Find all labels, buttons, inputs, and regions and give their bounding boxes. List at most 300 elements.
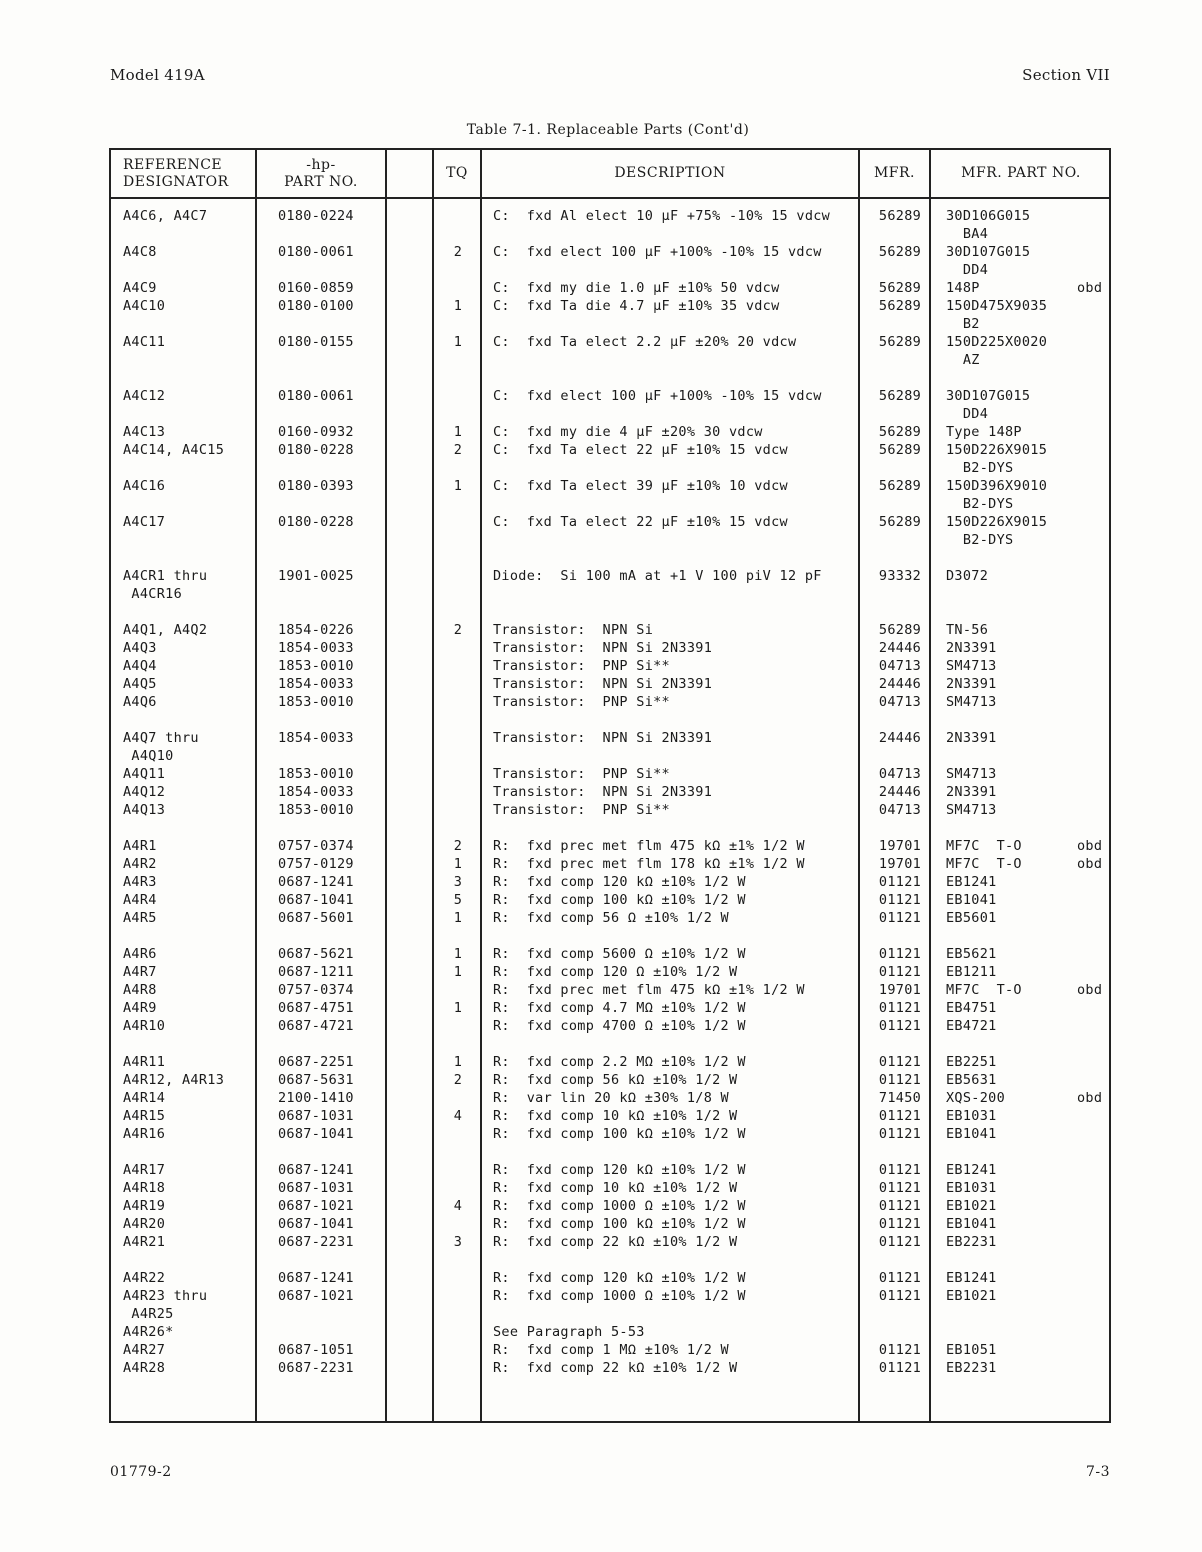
table-row bbox=[111, 747, 1109, 765]
cell-ref: A4C6, A4C7 bbox=[123, 208, 208, 224]
cell-tq: 4 bbox=[453, 1198, 463, 1214]
cell-mfr: 56289 bbox=[878, 334, 922, 350]
cell-mfr: 56289 bbox=[878, 622, 922, 638]
table-row bbox=[111, 261, 1109, 279]
cell-part: 1853-0010 bbox=[278, 694, 354, 710]
header-hp-part-no bbox=[257, 150, 385, 197]
cell-ref: A4Q13 bbox=[123, 802, 166, 818]
cell-note: obd bbox=[1077, 838, 1103, 854]
cell-tq: 1 bbox=[453, 424, 463, 440]
cell-mpn: SM4713 bbox=[946, 658, 997, 674]
cell-mfr: 04713 bbox=[878, 694, 922, 710]
cell-mpn: EB5621 bbox=[946, 946, 997, 962]
cell-part: 2100-1410 bbox=[278, 1090, 354, 1106]
cell-mpn: MF7C T-O bbox=[946, 838, 1022, 854]
cell-desc: Transistor: NPN Si 2N3391 bbox=[493, 676, 713, 692]
cell-part: 0180-0393 bbox=[278, 478, 354, 494]
cell-ref: A4R26* bbox=[123, 1324, 174, 1340]
cell-part: 0757-0129 bbox=[278, 856, 354, 872]
cell-mpn: 150D226X9015 bbox=[946, 514, 1048, 530]
table-row bbox=[111, 909, 1109, 927]
table-row bbox=[111, 207, 1109, 225]
cell-tq: 1 bbox=[453, 1000, 463, 1016]
cell-part: 1853-0010 bbox=[278, 802, 354, 818]
cell-mpn: B2-DYS bbox=[946, 496, 1014, 512]
table-row bbox=[111, 1287, 1109, 1305]
table-row bbox=[111, 873, 1109, 891]
cell-ref: A4Q11 bbox=[123, 766, 166, 782]
cell-desc: Transistor: NPN Si bbox=[493, 622, 654, 638]
cell-part: 1853-0010 bbox=[278, 658, 354, 674]
cell-part: 0687-1021 bbox=[278, 1288, 354, 1304]
table-row bbox=[111, 513, 1109, 531]
cell-part: 1901-0025 bbox=[278, 568, 354, 584]
table-row bbox=[111, 1107, 1109, 1125]
table-row bbox=[111, 369, 1109, 387]
cell-part: 0687-1041 bbox=[278, 892, 354, 908]
cell-mpn: DD4 bbox=[946, 262, 989, 278]
cell-mfr: 56289 bbox=[878, 442, 922, 458]
cell-ref: A4Q5 bbox=[123, 676, 157, 692]
cell-mfr: 01121 bbox=[878, 1288, 922, 1304]
cell-tq: 1 bbox=[453, 298, 463, 314]
cell-desc: R: fxd comp 1 MΩ ±10% 1/2 W bbox=[493, 1342, 729, 1358]
cell-mfr: 01121 bbox=[878, 1342, 922, 1358]
cell-part: 0687-1021 bbox=[278, 1198, 354, 1214]
cell-mfr: 56289 bbox=[878, 280, 922, 296]
table-row bbox=[111, 855, 1109, 873]
table-row bbox=[111, 1035, 1109, 1053]
cell-mfr: 01121 bbox=[878, 946, 922, 962]
cell-mfr: 01121 bbox=[878, 1072, 922, 1088]
cell-part: 0687-4721 bbox=[278, 1018, 354, 1034]
table-row bbox=[111, 1215, 1109, 1233]
cell-desc: C: fxd my die 1.0 µF ±10% 50 vdcw bbox=[493, 280, 780, 296]
table-row bbox=[111, 387, 1109, 405]
cell-mfr: 71450 bbox=[878, 1090, 922, 1106]
cell-mpn: BA4 bbox=[946, 226, 989, 242]
header-tq: TQ bbox=[446, 165, 468, 181]
table-row bbox=[111, 243, 1109, 261]
cell-mpn: B2-DYS bbox=[946, 460, 1014, 476]
table-row bbox=[111, 1125, 1109, 1143]
cell-mfr: 01121 bbox=[878, 1360, 922, 1376]
cell-mfr: 01121 bbox=[878, 1198, 922, 1214]
cell-tq: 1 bbox=[453, 334, 463, 350]
cell-mfr: 19701 bbox=[878, 838, 922, 854]
table-row bbox=[111, 999, 1109, 1017]
cell-mfr: 01121 bbox=[878, 1000, 922, 1016]
cell-part: 0180-0061 bbox=[278, 388, 354, 404]
table-row bbox=[111, 963, 1109, 981]
cell-ref: A4R16 bbox=[123, 1126, 166, 1142]
cell-desc: R: fxd comp 22 kΩ ±10% 1/2 W bbox=[493, 1360, 738, 1376]
cell-ref: A4R11 bbox=[123, 1054, 166, 1070]
cell-part: 0180-0228 bbox=[278, 514, 354, 530]
header-ref-line2: DESIGNATOR bbox=[123, 173, 229, 190]
cell-ref: A4C8 bbox=[123, 244, 157, 260]
cell-desc: R: fxd comp 100 kΩ ±10% 1/2 W bbox=[493, 1216, 746, 1232]
table-row bbox=[111, 783, 1109, 801]
cell-ref: A4Q6 bbox=[123, 694, 157, 710]
cell-part: 1853-0010 bbox=[278, 766, 354, 782]
cell-mpn: 30D106G015 bbox=[946, 208, 1031, 224]
cell-mpn: MF7C T-O bbox=[946, 856, 1022, 872]
cell-mpn: EB1211 bbox=[946, 964, 997, 980]
cell-desc: C: fxd Ta die 4.7 µF ±10% 35 vdcw bbox=[493, 298, 780, 314]
cell-ref: A4R17 bbox=[123, 1162, 166, 1178]
cell-ref: A4Q3 bbox=[123, 640, 157, 656]
cell-mpn: EB4751 bbox=[946, 1000, 997, 1016]
cell-ref: A4C13 bbox=[123, 424, 166, 440]
table-row bbox=[111, 693, 1109, 711]
table-row bbox=[111, 801, 1109, 819]
cell-mpn: 150D225X0020 bbox=[946, 334, 1048, 350]
cell-ref: A4R12, A4R13 bbox=[123, 1072, 225, 1088]
cell-mpn: EB1021 bbox=[946, 1198, 997, 1214]
table-row bbox=[111, 1269, 1109, 1287]
cell-desc: R: fxd comp 10 kΩ ±10% 1/2 W bbox=[493, 1180, 738, 1196]
cell-ref: A4C9 bbox=[123, 280, 157, 296]
cell-mfr: 24446 bbox=[878, 730, 922, 746]
cell-mpn: EB2251 bbox=[946, 1054, 997, 1070]
cell-tq: 2 bbox=[453, 622, 463, 638]
cell-part: 0687-1041 bbox=[278, 1216, 354, 1232]
table-row bbox=[111, 1017, 1109, 1035]
table-row bbox=[111, 1197, 1109, 1215]
cell-mfr: 56289 bbox=[878, 478, 922, 494]
cell-part: 0180-0224 bbox=[278, 208, 354, 224]
cell-ref: A4R1 bbox=[123, 838, 157, 854]
cell-mpn: MF7C T-O bbox=[946, 982, 1022, 998]
cell-mpn: 2N3391 bbox=[946, 784, 997, 800]
cell-mpn: EB1241 bbox=[946, 1270, 997, 1286]
cell-mpn: 148P bbox=[946, 280, 980, 296]
header-ref-line1: REFERENCE bbox=[123, 156, 223, 173]
cell-mpn: 150D226X9015 bbox=[946, 442, 1048, 458]
table-row bbox=[111, 765, 1109, 783]
cell-ref: A4R5 bbox=[123, 910, 157, 926]
cell-desc: R: fxd comp 100 kΩ ±10% 1/2 W bbox=[493, 1126, 746, 1142]
table-row bbox=[111, 1251, 1109, 1269]
cell-part: 0687-1041 bbox=[278, 1126, 354, 1142]
table-caption: Table 7-1. Replaceable Parts (Cont'd) bbox=[466, 122, 750, 138]
cell-mfr: 04713 bbox=[878, 802, 922, 818]
cell-part: 1854-0033 bbox=[278, 640, 354, 656]
cell-mpn: SM4713 bbox=[946, 802, 997, 818]
cell-part: 1854-0033 bbox=[278, 730, 354, 746]
table-row bbox=[111, 1233, 1109, 1251]
cell-ref: A4R19 bbox=[123, 1198, 166, 1214]
cell-note: obd bbox=[1077, 1090, 1103, 1106]
cell-tq: 1 bbox=[453, 910, 463, 926]
table-row bbox=[111, 927, 1109, 945]
cell-tq: 3 bbox=[453, 1234, 463, 1250]
cell-part: 1854-0226 bbox=[278, 622, 354, 638]
header-part-line2: PART NO. bbox=[284, 173, 358, 190]
cell-mfr: 01121 bbox=[878, 1054, 922, 1070]
cell-mpn: EB5631 bbox=[946, 1072, 997, 1088]
cell-ref: A4R28 bbox=[123, 1360, 166, 1376]
cell-note: obd bbox=[1077, 280, 1103, 296]
header-mfr-part-no: MFR. PART NO. bbox=[961, 165, 1081, 181]
cell-part: 0687-1031 bbox=[278, 1108, 354, 1124]
document-number: 01779-2 bbox=[110, 1464, 172, 1480]
cell-mpn: 150D475X9035 bbox=[946, 298, 1048, 314]
cell-desc: C: fxd my die 4 µF ±20% 30 vdcw bbox=[493, 424, 763, 440]
cell-mfr: 01121 bbox=[878, 1018, 922, 1034]
table-row bbox=[111, 477, 1109, 495]
cell-mpn: 2N3391 bbox=[946, 640, 997, 656]
cell-part: 0160-0859 bbox=[278, 280, 354, 296]
cell-mpn: 30D107G015 bbox=[946, 388, 1031, 404]
cell-tq: 2 bbox=[453, 838, 463, 854]
cell-ref: A4Q10 bbox=[123, 748, 174, 764]
cell-tq: 5 bbox=[453, 892, 463, 908]
cell-desc: R: var lin 20 kΩ ±30% 1/8 W bbox=[493, 1090, 729, 1106]
cell-ref: A4Q12 bbox=[123, 784, 166, 800]
cell-mpn: EB1041 bbox=[946, 1126, 997, 1142]
cell-ref: A4Q1, A4Q2 bbox=[123, 622, 208, 638]
cell-desc: C: fxd elect 100 µF +100% -10% 15 vdcw bbox=[493, 388, 822, 404]
table-body bbox=[111, 207, 1109, 1377]
cell-mfr: 56289 bbox=[878, 514, 922, 530]
header-part-line1: -hp- bbox=[306, 156, 336, 173]
cell-desc: C: fxd elect 100 µF +100% -10% 15 vdcw bbox=[493, 244, 822, 260]
table-row bbox=[111, 711, 1109, 729]
cell-desc: R: fxd comp 120 kΩ ±10% 1/2 W bbox=[493, 874, 746, 890]
cell-desc: Transistor: PNP Si** bbox=[493, 658, 670, 674]
cell-desc: Transistor: NPN Si 2N3391 bbox=[493, 784, 713, 800]
cell-part: 0160-0932 bbox=[278, 424, 354, 440]
cell-ref: A4R4 bbox=[123, 892, 157, 908]
cell-mpn: EB2231 bbox=[946, 1360, 997, 1376]
table-row bbox=[111, 675, 1109, 693]
cell-mpn: EB1031 bbox=[946, 1108, 997, 1124]
cell-tq: 1 bbox=[453, 946, 463, 962]
cell-mpn: DD4 bbox=[946, 406, 989, 422]
table-row bbox=[111, 729, 1109, 747]
cell-mfr: 04713 bbox=[878, 766, 922, 782]
cell-part: 0757-0374 bbox=[278, 838, 354, 854]
cell-ref: A4Q4 bbox=[123, 658, 157, 674]
cell-desc: R: fxd comp 1000 Ω ±10% 1/2 W bbox=[493, 1198, 746, 1214]
cell-tq: 1 bbox=[453, 1054, 463, 1070]
cell-part: 0180-0061 bbox=[278, 244, 354, 260]
cell-desc: R: fxd prec met flm 475 kΩ ±1% 1/2 W bbox=[493, 838, 805, 854]
cell-tq: 2 bbox=[453, 244, 463, 260]
cell-ref: A4R21 bbox=[123, 1234, 166, 1250]
table-row bbox=[111, 1305, 1109, 1323]
cell-tq: 2 bbox=[453, 442, 463, 458]
cell-desc: R: fxd comp 120 Ω ±10% 1/2 W bbox=[493, 964, 738, 980]
cell-desc: R: fxd comp 56 Ω ±10% 1/2 W bbox=[493, 910, 729, 926]
table-row bbox=[111, 945, 1109, 963]
cell-part: 0687-2251 bbox=[278, 1054, 354, 1070]
cell-mfr: 01121 bbox=[878, 1162, 922, 1178]
cell-mfr: 01121 bbox=[878, 1108, 922, 1124]
header-divider bbox=[111, 197, 1109, 199]
cell-mfr: 56289 bbox=[878, 388, 922, 404]
cell-mfr: 56289 bbox=[878, 298, 922, 314]
cell-tq: 3 bbox=[453, 874, 463, 890]
cell-desc: R: fxd comp 1000 Ω ±10% 1/2 W bbox=[493, 1288, 746, 1304]
table-row bbox=[111, 531, 1109, 549]
cell-part: 0687-5601 bbox=[278, 910, 354, 926]
cell-tq: 4 bbox=[453, 1108, 463, 1124]
cell-tq: 1 bbox=[453, 964, 463, 980]
table-row bbox=[111, 1179, 1109, 1197]
cell-ref: A4CR1 thru bbox=[123, 568, 208, 584]
cell-ref: A4R3 bbox=[123, 874, 157, 890]
cell-ref: A4R23 thru bbox=[123, 1288, 208, 1304]
cell-desc: R: fxd prec met flm 178 kΩ ±1% 1/2 W bbox=[493, 856, 805, 872]
cell-desc: Diode: Si 100 mA at +1 V 100 piV 12 pF bbox=[493, 568, 822, 584]
cell-mfr: 01121 bbox=[878, 1180, 922, 1196]
cell-tq: 2 bbox=[453, 1072, 463, 1088]
table-row bbox=[111, 621, 1109, 639]
cell-ref: A4R6 bbox=[123, 946, 157, 962]
cell-ref: A4C12 bbox=[123, 388, 166, 404]
table-row bbox=[111, 441, 1109, 459]
cell-part: 0687-4751 bbox=[278, 1000, 354, 1016]
table-row bbox=[111, 1359, 1109, 1377]
cell-mfr: 01121 bbox=[878, 1234, 922, 1250]
cell-ref: A4CR16 bbox=[123, 586, 182, 602]
cell-mpn: D3072 bbox=[946, 568, 989, 584]
cell-desc: Transistor: PNP Si** bbox=[493, 766, 670, 782]
cell-ref: A4C17 bbox=[123, 514, 166, 530]
cell-desc: C: fxd Ta elect 39 µF ±10% 10 vdcw bbox=[493, 478, 788, 494]
table-row bbox=[111, 1161, 1109, 1179]
header-mfr: MFR. bbox=[873, 165, 916, 181]
cell-mfr: 04713 bbox=[878, 658, 922, 674]
cell-desc: C: fxd Ta elect 22 µF ±10% 15 vdcw bbox=[493, 514, 788, 530]
cell-mpn: EB1041 bbox=[946, 892, 997, 908]
cell-mfr: 01121 bbox=[878, 1270, 922, 1286]
cell-ref: A4R20 bbox=[123, 1216, 166, 1232]
cell-desc: C: fxd Ta elect 2.2 µF ±20% 20 vdcw bbox=[493, 334, 797, 350]
cell-mfr: 01121 bbox=[878, 892, 922, 908]
table-row bbox=[111, 351, 1109, 369]
table-row bbox=[111, 1071, 1109, 1089]
cell-desc: Transistor: PNP Si** bbox=[493, 694, 670, 710]
table-row bbox=[111, 1053, 1109, 1071]
cell-mpn: B2-DYS bbox=[946, 532, 1014, 548]
cell-mpn: 150D396X9010 bbox=[946, 478, 1048, 494]
cell-desc: C: fxd Ta elect 22 µF ±10% 15 vdcw bbox=[493, 442, 788, 458]
cell-ref: A4R18 bbox=[123, 1180, 166, 1196]
table-row bbox=[111, 567, 1109, 585]
cell-part: 1854-0033 bbox=[278, 676, 354, 692]
cell-ref: A4R8 bbox=[123, 982, 157, 998]
cell-desc: See Paragraph 5-53 bbox=[493, 1324, 645, 1340]
table-row bbox=[111, 639, 1109, 657]
table-row bbox=[111, 225, 1109, 243]
cell-mpn: 2N3391 bbox=[946, 730, 997, 746]
table-row bbox=[111, 837, 1109, 855]
table-row bbox=[111, 819, 1109, 837]
table-row bbox=[111, 891, 1109, 909]
cell-desc: R: fxd comp 22 kΩ ±10% 1/2 W bbox=[493, 1234, 738, 1250]
cell-mpn: EB1241 bbox=[946, 874, 997, 890]
cell-mpn: EB1031 bbox=[946, 1180, 997, 1196]
cell-desc: R: fxd comp 2.2 MΩ ±10% 1/2 W bbox=[493, 1054, 746, 1070]
cell-mpn: EB1041 bbox=[946, 1216, 997, 1232]
cell-mpn: Type 148P bbox=[946, 424, 1022, 440]
cell-part: 0687-1241 bbox=[278, 1162, 354, 1178]
cell-ref: A4R25 bbox=[123, 1306, 174, 1322]
table-row bbox=[111, 657, 1109, 675]
cell-desc: R: fxd comp 5600 Ω ±10% 1/2 W bbox=[493, 946, 746, 962]
cell-mpn: 30D107G015 bbox=[946, 244, 1031, 260]
cell-mfr: 01121 bbox=[878, 1126, 922, 1142]
cell-mfr: 19701 bbox=[878, 982, 922, 998]
cell-mpn: 2N3391 bbox=[946, 676, 997, 692]
cell-desc: C: fxd Al elect 10 µF +75% -10% 15 vdcw bbox=[493, 208, 831, 224]
cell-mpn: EB1021 bbox=[946, 1288, 997, 1304]
cell-mpn: XQS-200 bbox=[946, 1090, 1005, 1106]
cell-ref: A4R2 bbox=[123, 856, 157, 872]
table-row bbox=[111, 549, 1109, 567]
table-row bbox=[111, 423, 1109, 441]
cell-mfr: 24446 bbox=[878, 640, 922, 656]
table-row bbox=[111, 279, 1109, 297]
cell-mfr: 56289 bbox=[878, 244, 922, 260]
table-row bbox=[111, 981, 1109, 999]
cell-note: obd bbox=[1077, 856, 1103, 872]
cell-ref: A4C11 bbox=[123, 334, 166, 350]
cell-part: 0687-2231 bbox=[278, 1360, 354, 1376]
cell-mfr: 01121 bbox=[878, 1216, 922, 1232]
cell-mfr: 93332 bbox=[878, 568, 922, 584]
cell-mpn: SM4713 bbox=[946, 694, 997, 710]
header-description: DESCRIPTION bbox=[614, 165, 726, 181]
cell-ref: A4R22 bbox=[123, 1270, 166, 1286]
cell-desc: Transistor: NPN Si 2N3391 bbox=[493, 640, 713, 656]
cell-mpn: B2 bbox=[946, 316, 980, 332]
cell-ref: A4R9 bbox=[123, 1000, 157, 1016]
cell-desc: R: fxd comp 100 kΩ ±10% 1/2 W bbox=[493, 892, 746, 908]
model-label: Model 419A bbox=[110, 66, 205, 84]
cell-ref: A4R15 bbox=[123, 1108, 166, 1124]
table-row bbox=[111, 1341, 1109, 1359]
cell-part: 0687-1211 bbox=[278, 964, 354, 980]
cell-mfr: 01121 bbox=[878, 874, 922, 890]
cell-ref: A4R10 bbox=[123, 1018, 166, 1034]
cell-desc: R: fxd comp 10 kΩ ±10% 1/2 W bbox=[493, 1108, 738, 1124]
cell-part: 0687-2231 bbox=[278, 1234, 354, 1250]
cell-mpn: EB1051 bbox=[946, 1342, 997, 1358]
cell-mpn: EB4721 bbox=[946, 1018, 997, 1034]
cell-mpn: EB2231 bbox=[946, 1234, 997, 1250]
cell-tq: 1 bbox=[453, 856, 463, 872]
cell-ref: A4R27 bbox=[123, 1342, 166, 1358]
table-row bbox=[111, 333, 1109, 351]
table-row bbox=[111, 585, 1109, 603]
table-row bbox=[111, 1323, 1109, 1341]
table-row bbox=[111, 405, 1109, 423]
cell-mfr: 19701 bbox=[878, 856, 922, 872]
cell-part: 0687-5621 bbox=[278, 946, 354, 962]
cell-part: 0687-1241 bbox=[278, 1270, 354, 1286]
cell-part: 0757-0374 bbox=[278, 982, 354, 998]
table-row bbox=[111, 1143, 1109, 1161]
cell-mpn: TN-56 bbox=[946, 622, 989, 638]
cell-ref: A4Q7 thru bbox=[123, 730, 199, 746]
table-row bbox=[111, 603, 1109, 621]
cell-part: 0687-1051 bbox=[278, 1342, 354, 1358]
